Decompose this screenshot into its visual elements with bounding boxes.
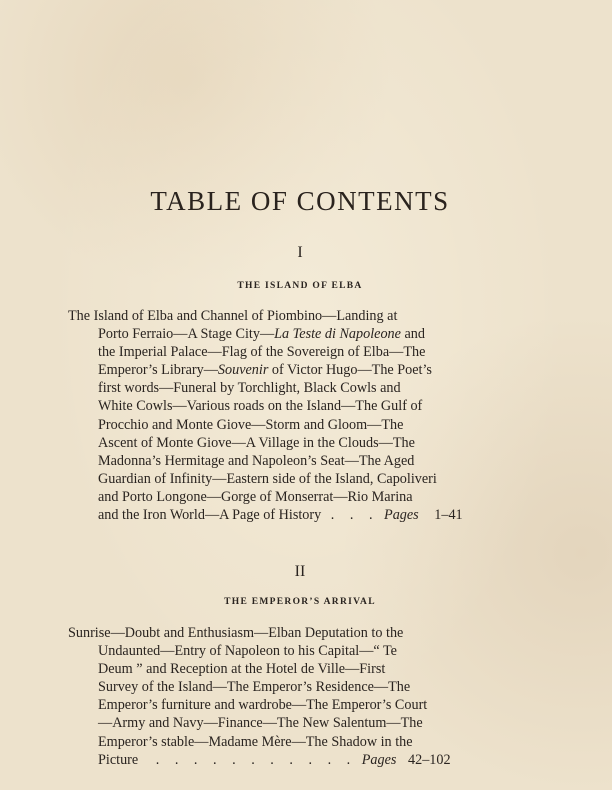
pages-range: 42–102	[408, 751, 451, 768]
entry-line: Guardian of Infinity—Eastern side of the Island, Capoliveri	[98, 470, 437, 487]
entry-line: Emperor’s Library—Souvenir of Victor Hugo—The Poet’s	[98, 362, 432, 379]
pages-range: 1–41	[434, 507, 463, 524]
page-title: TABLE OF CONTENTS	[150, 186, 450, 216]
section-numeral: II	[294, 563, 306, 580]
entry-line: Sunrise—Doubt and Enthusiasm—Elban Deputation to the	[68, 625, 404, 641]
section-heading: THE ISLAND OF ELBA	[237, 281, 363, 291]
entry-line: —Army and Navy—Finance—The New Salentum—The	[98, 715, 423, 732]
entry-line: Porto Ferraio—A Stage City—La Teste di Napoleone and	[98, 326, 425, 343]
entry-line: first words—Funeral by Torchlight, Black Cowls and	[98, 380, 401, 397]
entry-line: the Imperial Palace—Flag of the Sovereign of Elba—The	[98, 344, 426, 361]
entry-line: Undaunted—Entry of Napoleon to his Capital—“ Te	[98, 643, 397, 660]
entry-line: Emperor’s furniture and wardrobe—The Emperor’s Court	[98, 697, 428, 714]
dot-leader: . . . . . . . . . . .	[155, 751, 357, 768]
entry-line	[68, 506, 538, 524]
section-heading: THE EMPEROR’S ARRIVAL	[224, 597, 376, 607]
pages-label: Pages	[384, 507, 419, 524]
toc-entry	[68, 624, 488, 769]
entry-line: Procchio and Monte Giove—Storm and Gloom—The	[98, 416, 404, 433]
entry-line: Ascent of Monte Giove—A Village in the Clouds—The	[98, 434, 415, 451]
pages-label: Pages	[361, 751, 397, 768]
entry-line: The Island of Elba and Channel of Piombino—Landing at	[68, 308, 398, 324]
entry-text: Picture	[98, 751, 139, 768]
entry-line: Emperor’s stable—Madame Mère—The Shadow in the	[98, 733, 413, 750]
entry-line: Deum ” and Reception at the Hotel de Ville—First	[98, 661, 386, 678]
section-numeral: I	[297, 244, 303, 261]
entry-line: Survey of the Island—The Emperor’s Residence—The	[98, 679, 411, 696]
entry-text: and the Iron World—A Page of History	[98, 507, 322, 524]
dot-leader: . . .	[330, 507, 379, 524]
toc-entry	[68, 307, 488, 524]
entry-line: Madonna’s Hermitage and Napoleon’s Seat—The Aged	[98, 452, 415, 469]
entry-line: White Cowls—Various roads on the Island—The Gulf of	[98, 398, 423, 415]
entry-line	[68, 751, 488, 769]
entry-line: and Porto Longone—Gorge of Monserrat—Rio Marina	[98, 488, 413, 505]
